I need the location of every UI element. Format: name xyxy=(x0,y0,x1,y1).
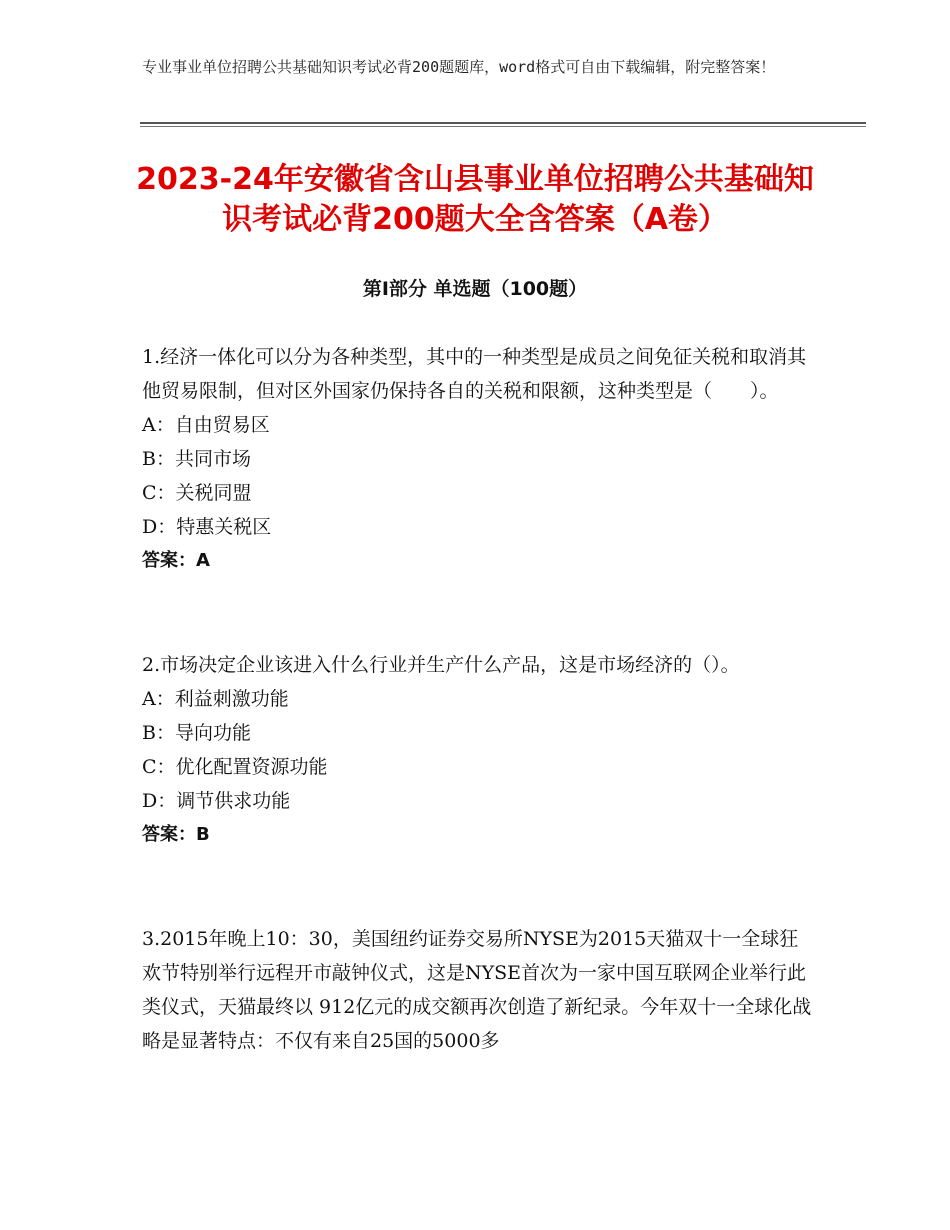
option-d: D：特惠关税区 xyxy=(142,516,272,538)
answer: 答案：A xyxy=(142,550,210,571)
header-divider-thin xyxy=(140,126,866,127)
section-title: 第Ⅰ部分 单选题（100题） xyxy=(362,278,588,300)
option-c: C：优化配置资源功能 xyxy=(142,756,328,778)
option-b: B：导向功能 xyxy=(142,722,251,744)
header-divider xyxy=(140,122,866,124)
option-c: C：关税同盟 xyxy=(142,482,252,504)
question-3 xyxy=(142,922,812,1058)
question-text: 1.经济一体化可以分为各种类型，其中的一种类型是成员之间免征关税和取消其他贸易限制，但对区外国家仍保持各自的关税和限额，这种类型是（ ）。 xyxy=(142,346,807,402)
question-1 xyxy=(142,340,812,578)
question-2 xyxy=(142,648,812,852)
answer: 答案：B xyxy=(142,824,210,845)
header-note: 专业事业单位招聘公共基础知识考试必背200题题库，word格式可自由下载编辑，附完整答案！ xyxy=(142,58,776,76)
document-title: 2023-24年安徽省含山县事业单位招聘公共基础知识考试必背200题大全含答案（A卷） xyxy=(136,162,814,237)
question-text: 2.市场决定企业该进入什么行业并生产什么产品，这是市场经济的（）。 xyxy=(142,654,740,676)
option-a: A：利益刺激功能 xyxy=(142,688,289,710)
option-a: A：自由贸易区 xyxy=(142,414,270,436)
option-b: B：共同市场 xyxy=(142,448,251,470)
option-d: D：调节供求功能 xyxy=(142,790,291,812)
question-text: 3.2015年晚上10：30，美国纽约证券交易所NYSE为2015天猫双十一全球狂欢节特别举行远程开市敲钟仪式，这是NYSE首次为一家中国互联网企业举行此类仪式，天猫最终以 912亿元的成交额再次创造了新纪录。今年双十一全球化战略是显著特点：不仅有来自25国的5000多 xyxy=(142,928,812,1052)
